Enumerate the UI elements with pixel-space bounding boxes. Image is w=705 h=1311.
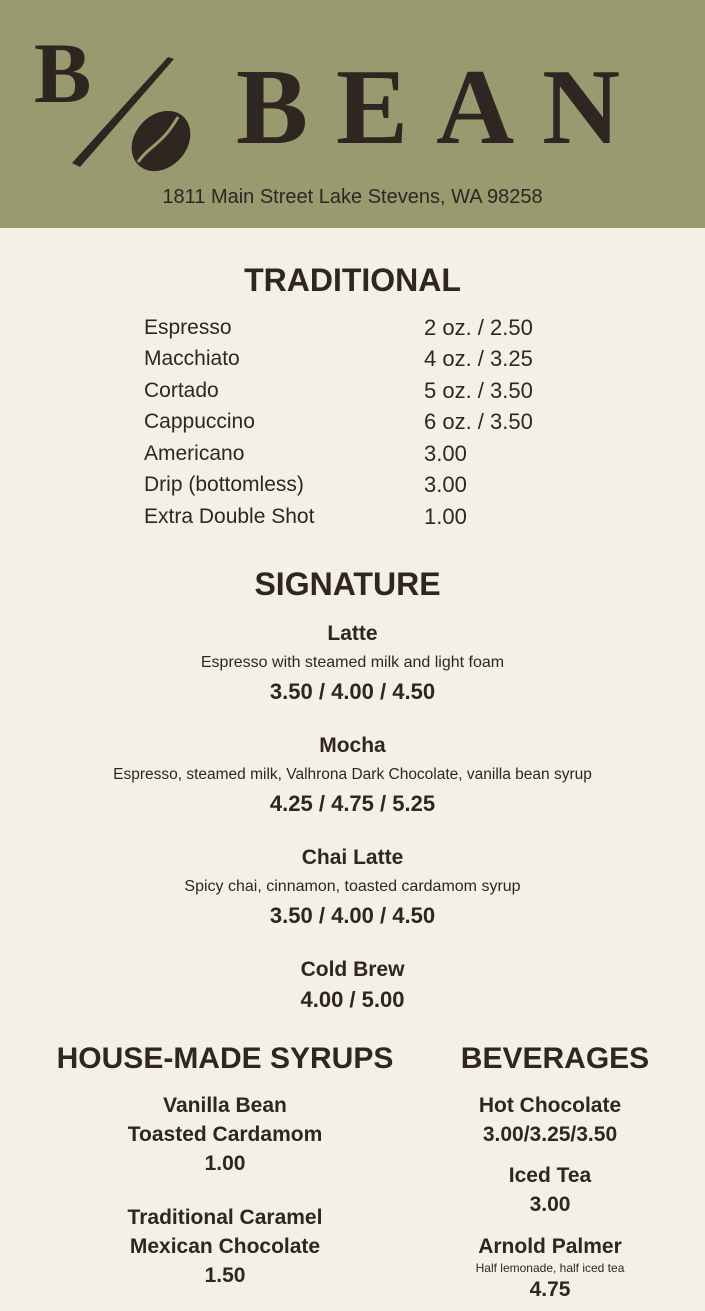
beverage-price: 4.75 (529, 1278, 571, 1301)
beverage-name: Hot Chocolate (478, 1094, 622, 1117)
item-name: Cortado (144, 378, 219, 402)
item-price: 4.00 / 5.00 (300, 987, 405, 1012)
traditional-heading: TRADITIONAL (244, 262, 461, 298)
beverage-price: 3.00/3.25/3.50 (482, 1123, 618, 1146)
item-price: 1.00 (424, 503, 467, 529)
list-item (144, 375, 604, 407)
list-item (144, 344, 604, 376)
syrup-price: 1.50 (204, 1264, 246, 1287)
signature-item-chai-latte (0, 843, 705, 931)
item-name: Mocha (319, 734, 386, 757)
list-item (144, 470, 604, 502)
item-price: 3.00 (424, 440, 467, 466)
item-name: Cappuccino (144, 410, 255, 434)
beverage-item (440, 1232, 660, 1304)
item-name: Chai Latte (301, 846, 404, 869)
syrup-name: Toasted Cardamom (127, 1123, 323, 1146)
item-description: Espresso with steamed milk and light foam (200, 654, 505, 671)
beverage-item (440, 1091, 660, 1149)
coffee-bean-logo-icon (50, 45, 230, 185)
syrups-heading: HOUSE-MADE SYRUPS (56, 1042, 394, 1075)
signature-item-latte (0, 619, 705, 707)
item-description: Spicy chai, cinnamon, toasted cardamom syrup (184, 878, 521, 895)
beverage-price: 3.00 (529, 1193, 571, 1216)
beverages-heading: BEVERAGES (460, 1042, 650, 1075)
syrup-name: Mexican Chocolate (129, 1235, 321, 1258)
item-name: Americano (144, 441, 245, 465)
item-description: Espresso, steamed milk, Valhrona Dark Chocolate, vanilla bean syrup (113, 766, 592, 783)
list-item (144, 501, 604, 533)
address: 1811 Main Street Lake Stevens, WA 98258 (162, 186, 543, 208)
item-price: 6 oz. / 3.50 (424, 409, 533, 435)
syrup-name: Traditional Caramel (127, 1206, 323, 1229)
list-item (144, 407, 604, 439)
traditional-list (144, 312, 604, 533)
item-name: Drip (bottomless) (144, 473, 304, 497)
beverage-description: Half lemonade, half iced tea (475, 1261, 625, 1275)
signature-heading: SIGNATURE (254, 566, 441, 602)
item-price: 4.25 / 4.75 / 5.25 (269, 791, 436, 816)
beverage-item (440, 1161, 660, 1219)
syrup-group (70, 1203, 380, 1290)
item-price: 5 oz. / 3.50 (424, 377, 533, 403)
item-price: 3.50 / 4.00 / 4.50 (269, 679, 436, 704)
signature-item-cold-brew (0, 955, 705, 1015)
item-name: Latte (327, 622, 378, 645)
list-item (144, 312, 604, 344)
item-price: 3.00 (424, 472, 467, 498)
logo-initial: B (34, 25, 92, 121)
item-price: 3.50 / 4.00 / 4.50 (269, 903, 436, 928)
signature-item-mocha (0, 731, 705, 819)
syrup-group (70, 1091, 380, 1178)
list-item (144, 438, 604, 470)
logo-wordmark: BEAN (236, 48, 649, 167)
syrup-price: 1.00 (204, 1152, 246, 1175)
item-name: Extra Double Shot (144, 504, 315, 528)
beverage-name: Iced Tea (508, 1164, 592, 1187)
item-name: Cold Brew (300, 958, 405, 981)
beverage-name: Arnold Palmer (478, 1235, 622, 1258)
syrup-name: Vanilla Bean (163, 1094, 287, 1117)
item-name: Espresso (144, 315, 232, 339)
item-price: 2 oz. / 2.50 (424, 314, 533, 340)
item-price: 4 oz. / 3.25 (424, 346, 533, 372)
item-name: Macchiato (144, 347, 240, 371)
header-banner (0, 0, 705, 228)
